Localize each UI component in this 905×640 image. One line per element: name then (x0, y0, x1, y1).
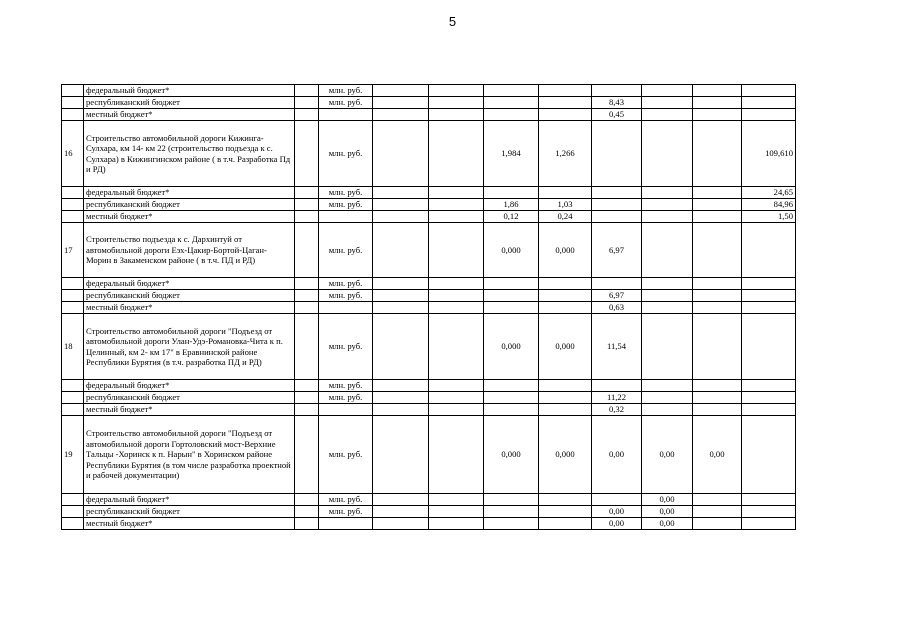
value-cell (539, 404, 592, 416)
value-cell (742, 404, 796, 416)
value-cell (642, 278, 693, 290)
value-cell (693, 380, 742, 392)
unit-cell: млн. руб. (319, 380, 373, 392)
value-cell (539, 518, 592, 530)
value-cell (484, 392, 539, 404)
table-row (62, 518, 796, 530)
table-row (62, 223, 796, 278)
blank-cell (295, 404, 319, 416)
row-number (62, 404, 84, 416)
value-cell: 0,00 (592, 416, 642, 494)
value-cell (429, 97, 484, 109)
unit-cell (319, 211, 373, 223)
value-cell: 0,32 (592, 404, 642, 416)
value-cell (429, 404, 484, 416)
item-name: федеральный бюджет* (84, 187, 295, 199)
value-cell (693, 223, 742, 278)
item-name: федеральный бюджет* (84, 85, 295, 97)
table-row (62, 278, 796, 290)
value-cell (373, 404, 429, 416)
item-name: Строительство автомобильной дороги "Подъезд от автомобильной дороги Гортоловский мост-Верхние Тальцы -Хоринск к п. Нарын" в Хоринском районе Республики Бурятия (в том числе разработка проектной и рабочей документации) (84, 416, 295, 494)
value-cell (693, 392, 742, 404)
value-cell: 6,97 (592, 223, 642, 278)
value-cell (693, 109, 742, 121)
table-row (62, 290, 796, 302)
value-cell (693, 187, 742, 199)
value-cell: 0,00 (592, 518, 642, 530)
table-row (62, 506, 796, 518)
item-name: республиканский бюджет (84, 199, 295, 211)
value-cell (592, 121, 642, 187)
value-cell: 8,43 (592, 97, 642, 109)
blank-cell (295, 314, 319, 380)
value-cell: 1,984 (484, 121, 539, 187)
row-number: 18 (62, 314, 84, 380)
value-cell (642, 85, 693, 97)
unit-cell: млн. руб. (319, 199, 373, 211)
item-name: местный бюджет* (84, 518, 295, 530)
value-cell (429, 506, 484, 518)
value-cell (693, 506, 742, 518)
item-name: федеральный бюджет* (84, 494, 295, 506)
value-cell (642, 187, 693, 199)
value-cell (539, 494, 592, 506)
table-row (62, 494, 796, 506)
value-cell (373, 290, 429, 302)
unit-cell (319, 302, 373, 314)
blank-cell (295, 278, 319, 290)
item-name: местный бюджет* (84, 109, 295, 121)
blank-cell (295, 494, 319, 506)
value-cell (539, 278, 592, 290)
value-cell (373, 416, 429, 494)
value-cell: 0,000 (539, 314, 592, 380)
value-cell (693, 302, 742, 314)
value-cell (429, 187, 484, 199)
unit-cell: млн. руб. (319, 223, 373, 278)
value-cell: 0,00 (642, 506, 693, 518)
unit-cell (319, 109, 373, 121)
unit-cell: млн. руб. (319, 290, 373, 302)
value-cell (693, 85, 742, 97)
item-name: Строительство автомобильной дороги Кижинга-Сулхара, км 14- км 22 (строительство подъезда к с. Сулхара) в Кижингинском районе ( в т.ч. Разработка Пд и РД) (84, 121, 295, 187)
value-cell (592, 494, 642, 506)
blank-cell (295, 109, 319, 121)
row-number (62, 85, 84, 97)
value-cell: 0,00 (642, 494, 693, 506)
table-body (62, 85, 796, 530)
table-row (62, 302, 796, 314)
value-cell (539, 85, 592, 97)
blank-cell (295, 380, 319, 392)
value-cell (642, 404, 693, 416)
value-cell (484, 97, 539, 109)
blank-cell (295, 211, 319, 223)
value-cell (484, 494, 539, 506)
unit-cell: млн. руб. (319, 85, 373, 97)
value-cell (429, 199, 484, 211)
value-cell: 0,00 (642, 416, 693, 494)
value-cell (642, 211, 693, 223)
value-cell (693, 211, 742, 223)
value-cell: 24,65 (742, 187, 796, 199)
value-cell (742, 85, 796, 97)
value-cell (539, 380, 592, 392)
value-cell: 0,00 (693, 416, 742, 494)
value-cell: 109,610 (742, 121, 796, 187)
item-name: республиканский бюджет (84, 97, 295, 109)
blank-cell (295, 518, 319, 530)
value-cell (539, 187, 592, 199)
row-number (62, 380, 84, 392)
item-name: республиканский бюджет (84, 392, 295, 404)
value-cell (429, 518, 484, 530)
value-cell (484, 85, 539, 97)
table-row (62, 199, 796, 211)
value-cell (539, 506, 592, 518)
table-row (62, 187, 796, 199)
unit-cell: млн. руб. (319, 416, 373, 494)
row-number (62, 199, 84, 211)
unit-cell (319, 518, 373, 530)
value-cell (484, 278, 539, 290)
value-cell (373, 199, 429, 211)
blank-cell (295, 392, 319, 404)
blank-cell (295, 302, 319, 314)
item-name: местный бюджет* (84, 211, 295, 223)
value-cell (373, 85, 429, 97)
blank-cell (295, 85, 319, 97)
value-cell (373, 392, 429, 404)
value-cell (742, 302, 796, 314)
value-cell (484, 187, 539, 199)
value-cell (429, 211, 484, 223)
value-cell (373, 97, 429, 109)
value-cell (592, 211, 642, 223)
value-cell: 0,45 (592, 109, 642, 121)
item-name: республиканский бюджет (84, 506, 295, 518)
value-cell (742, 314, 796, 380)
value-cell (693, 518, 742, 530)
value-cell (429, 380, 484, 392)
budget-table (61, 84, 796, 530)
value-cell (693, 97, 742, 109)
row-number (62, 290, 84, 302)
unit-cell: млн. руб. (319, 392, 373, 404)
value-cell: 1,50 (742, 211, 796, 223)
value-cell (373, 278, 429, 290)
value-cell: 1,266 (539, 121, 592, 187)
value-cell (742, 97, 796, 109)
value-cell: 0,000 (539, 223, 592, 278)
value-cell (642, 380, 693, 392)
value-cell: 0,00 (642, 518, 693, 530)
row-number (62, 97, 84, 109)
value-cell: 0,12 (484, 211, 539, 223)
unit-cell: млн. руб. (319, 121, 373, 187)
row-number (62, 494, 84, 506)
value-cell (484, 380, 539, 392)
value-cell (373, 302, 429, 314)
item-name: федеральный бюджет* (84, 278, 295, 290)
page-number: 5 (448, 14, 457, 29)
value-cell (429, 290, 484, 302)
value-cell (592, 199, 642, 211)
value-cell (642, 121, 693, 187)
item-name: федеральный бюджет* (84, 380, 295, 392)
table-row (62, 314, 796, 380)
value-cell (373, 187, 429, 199)
value-cell (742, 223, 796, 278)
value-cell (539, 97, 592, 109)
value-cell (742, 109, 796, 121)
row-number (62, 109, 84, 121)
value-cell (592, 85, 642, 97)
table-row (62, 211, 796, 223)
blank-cell (295, 416, 319, 494)
value-cell: 0,000 (484, 314, 539, 380)
value-cell (429, 494, 484, 506)
value-cell (693, 494, 742, 506)
value-cell (484, 404, 539, 416)
value-cell (642, 392, 693, 404)
value-cell (373, 121, 429, 187)
value-cell (429, 392, 484, 404)
value-cell (429, 278, 484, 290)
row-number (62, 518, 84, 530)
unit-cell (319, 404, 373, 416)
row-number (62, 211, 84, 223)
value-cell (429, 121, 484, 187)
table-row (62, 416, 796, 494)
value-cell (429, 416, 484, 494)
value-cell (539, 290, 592, 302)
value-cell (373, 109, 429, 121)
table-row (62, 121, 796, 187)
value-cell (484, 290, 539, 302)
value-cell (429, 85, 484, 97)
table-row (62, 97, 796, 109)
row-number (62, 506, 84, 518)
blank-cell (295, 97, 319, 109)
value-cell (693, 290, 742, 302)
value-cell (429, 223, 484, 278)
blank-cell (295, 506, 319, 518)
item-name: Строительство подъезда к с. Дархинтуй от автомобильной дороги Еэх-Цакир-Бортой-Цаган-Морин в Закаменском районе ( в т.ч. ПД и РД) (84, 223, 295, 278)
value-cell (484, 109, 539, 121)
value-cell: 0,63 (592, 302, 642, 314)
value-cell (373, 380, 429, 392)
value-cell (742, 518, 796, 530)
value-cell: 6,97 (592, 290, 642, 302)
value-cell (642, 199, 693, 211)
value-cell (742, 494, 796, 506)
row-number (62, 302, 84, 314)
value-cell (592, 380, 642, 392)
value-cell (693, 121, 742, 187)
value-cell (592, 278, 642, 290)
table-row (62, 404, 796, 416)
blank-cell (295, 199, 319, 211)
value-cell (592, 187, 642, 199)
value-cell: 11,22 (592, 392, 642, 404)
unit-cell: млн. руб. (319, 494, 373, 506)
row-number (62, 187, 84, 199)
value-cell (642, 290, 693, 302)
value-cell (373, 518, 429, 530)
value-cell: 11,54 (592, 314, 642, 380)
value-cell (742, 380, 796, 392)
value-cell (484, 506, 539, 518)
value-cell (373, 211, 429, 223)
value-cell: 1,03 (539, 199, 592, 211)
value-cell: 0,00 (592, 506, 642, 518)
unit-cell: млн. руб. (319, 97, 373, 109)
value-cell: 0,24 (539, 211, 592, 223)
value-cell (742, 392, 796, 404)
value-cell (742, 278, 796, 290)
value-cell (484, 302, 539, 314)
value-cell (373, 494, 429, 506)
value-cell (373, 314, 429, 380)
value-cell (373, 506, 429, 518)
value-cell (373, 223, 429, 278)
value-cell: 0,000 (484, 416, 539, 494)
value-cell (742, 416, 796, 494)
value-cell (693, 404, 742, 416)
value-cell (484, 518, 539, 530)
row-number (62, 392, 84, 404)
unit-cell: млн. руб. (319, 314, 373, 380)
value-cell (429, 109, 484, 121)
item-name: Строительство автомобильной дороги "Подъезд от автомобильной дороги Улан-Удэ-Романовка-Чита к п. Целинный, км 2- км 17" в Еравнинской районе Республики Бурятия (в т.ч. разработка ПД и РД) (84, 314, 295, 380)
item-name: местный бюджет* (84, 302, 295, 314)
blank-cell (295, 121, 319, 187)
row-number: 17 (62, 223, 84, 278)
value-cell (539, 109, 592, 121)
value-cell: 0,000 (484, 223, 539, 278)
value-cell (693, 278, 742, 290)
blank-cell (295, 223, 319, 278)
value-cell: 84,96 (742, 199, 796, 211)
value-cell (429, 314, 484, 380)
value-cell: 0,000 (539, 416, 592, 494)
value-cell (742, 290, 796, 302)
item-name: местный бюджет* (84, 404, 295, 416)
value-cell (742, 506, 796, 518)
blank-cell (295, 290, 319, 302)
value-cell (642, 314, 693, 380)
value-cell (642, 302, 693, 314)
item-name: республиканский бюджет (84, 290, 295, 302)
unit-cell: млн. руб. (319, 506, 373, 518)
table-row (62, 392, 796, 404)
table-row (62, 109, 796, 121)
value-cell (539, 392, 592, 404)
table-row (62, 85, 796, 97)
table-row (62, 380, 796, 392)
value-cell (693, 314, 742, 380)
value-cell (429, 302, 484, 314)
row-number (62, 278, 84, 290)
row-number: 19 (62, 416, 84, 494)
value-cell (539, 302, 592, 314)
value-cell (693, 199, 742, 211)
value-cell (642, 109, 693, 121)
value-cell: 1,86 (484, 199, 539, 211)
row-number: 16 (62, 121, 84, 187)
value-cell (642, 97, 693, 109)
unit-cell: млн. руб. (319, 278, 373, 290)
value-cell (642, 223, 693, 278)
blank-cell (295, 187, 319, 199)
unit-cell: млн. руб. (319, 187, 373, 199)
